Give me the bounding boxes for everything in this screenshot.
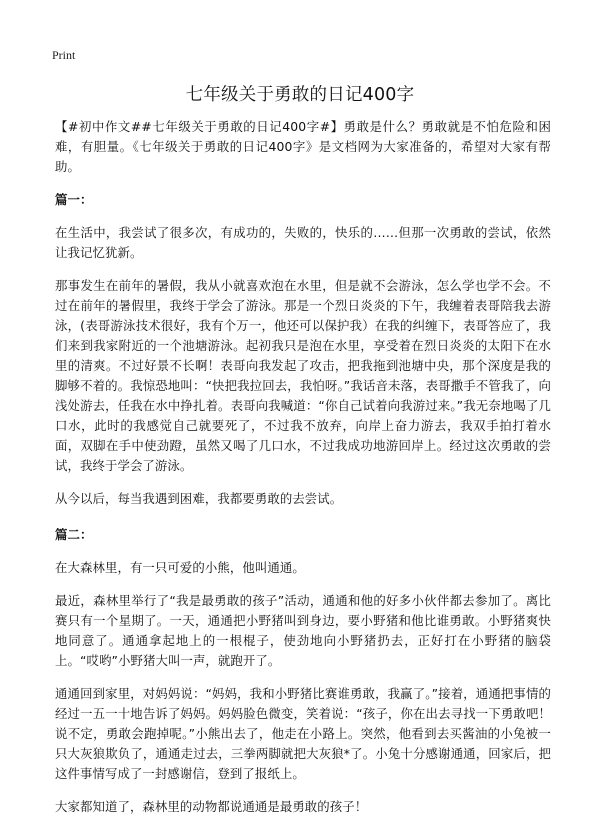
paragraph: 从今以后，每当我遇到困难，我都要勇敢的去尝试。 — [55, 491, 343, 506]
page-title: 七年级关于勇敢的日记400字 — [185, 85, 415, 105]
section-heading-1: 篇一： — [55, 192, 93, 207]
print-link[interactable]: Print — [52, 48, 76, 62]
article-body — [55, 117, 551, 830]
paragraph: 大家都知道了，森林里的动物都说通通是最勇敢的孩子！ — [55, 799, 368, 814]
section-heading-2: 篇二： — [55, 527, 93, 542]
paragraph: 那事发生在前年的暑假，我从小就喜欢泡在水里，但是就不会游泳，怎么学也学不会。不过在前年的暑假里，我终于学会了游泳。那是一个烈日炎炎的下午，我缠着表哥陪我去游泳，(表哥游泳技术很好，我有个万一，他还可以保护我）在我的纠缠下，表哥答应了，我们来到我家附近的一个池塘游泳。起初我只是泡在水里，享受着在烈日炎炎的太阳下在水里的清爽。不过好景不长啊！表哥向我发起了攻击，把我拖到池塘中央，那个深度是我的脚够不着的。我惊恐地叫：“快把我拉回去，我怕呀。”我话音未落，表哥撒手不管我了，向浅处游去，任我在水中挣扎着。表哥向我喊道：“你自己试着向我游过来。”我无奈地喝了几口水，此时的我感觉自己就要死了，不过我不放弃，向岸上奋力游去，我双手拍打着水面，双脚在手中使劲蹬，虽然又喝了几口水，不过我成功地游回岸上。经过这次勇敢的尝试，我终于学会了游泳。 — [55, 278, 551, 473]
paragraph: 通通回到家里，对妈妈说：“妈妈，我和小野猪比赛谁勇敢，我赢了。”接着，通通把事情的经过一五一十地告诉了妈妈。妈妈脸色微变，笑着说：“孩子，你在出去寻找一下勇敢吧！说不定，勇敢会跑掉呢。”小熊出去了，他走在小路上。突然，他看到去买酱油的小兔被一只大灰狼欺负了，通通走过去，三拳两脚就把大灰狼*了。小兔十分感谢通通，回家后，把这件事情写成了一封感谢信，登到了报纸上。 — [55, 686, 551, 781]
paragraph: 在大森林里，有一只可爱的小熊，他叫通通。 — [55, 560, 305, 575]
paragraph: 在生活中，我尝试了很多次，有成功的，失败的，快乐的……但那一次勇敢的尝试，依然让我记忆犹新。 — [55, 225, 551, 260]
paragraph: 最近，森林里举行了“我是最勇敢的孩子”活动，通通和他的好多小伙伴都去参加了。离比赛只有一个星期了。一天，通通把小野猪叫到身边，要小野猪和他比谁勇敢。小野猪爽快地同意了。通通拿起地上的一根棍子，使劲地向小野猪扔去，正好打在小野猪的脑袋上。“哎哟”小野猪大叫一声，就跑开了。 — [55, 593, 551, 668]
intro-paragraph: 【#初中作文##七年级关于勇敢的日记400字#】勇敢是什么？勇敢就是不怕危险和困难，有胆量。《七年级关于勇敢的日记400字》是文档网为大家准备的，希望对大家有帮助。 — [55, 119, 551, 174]
